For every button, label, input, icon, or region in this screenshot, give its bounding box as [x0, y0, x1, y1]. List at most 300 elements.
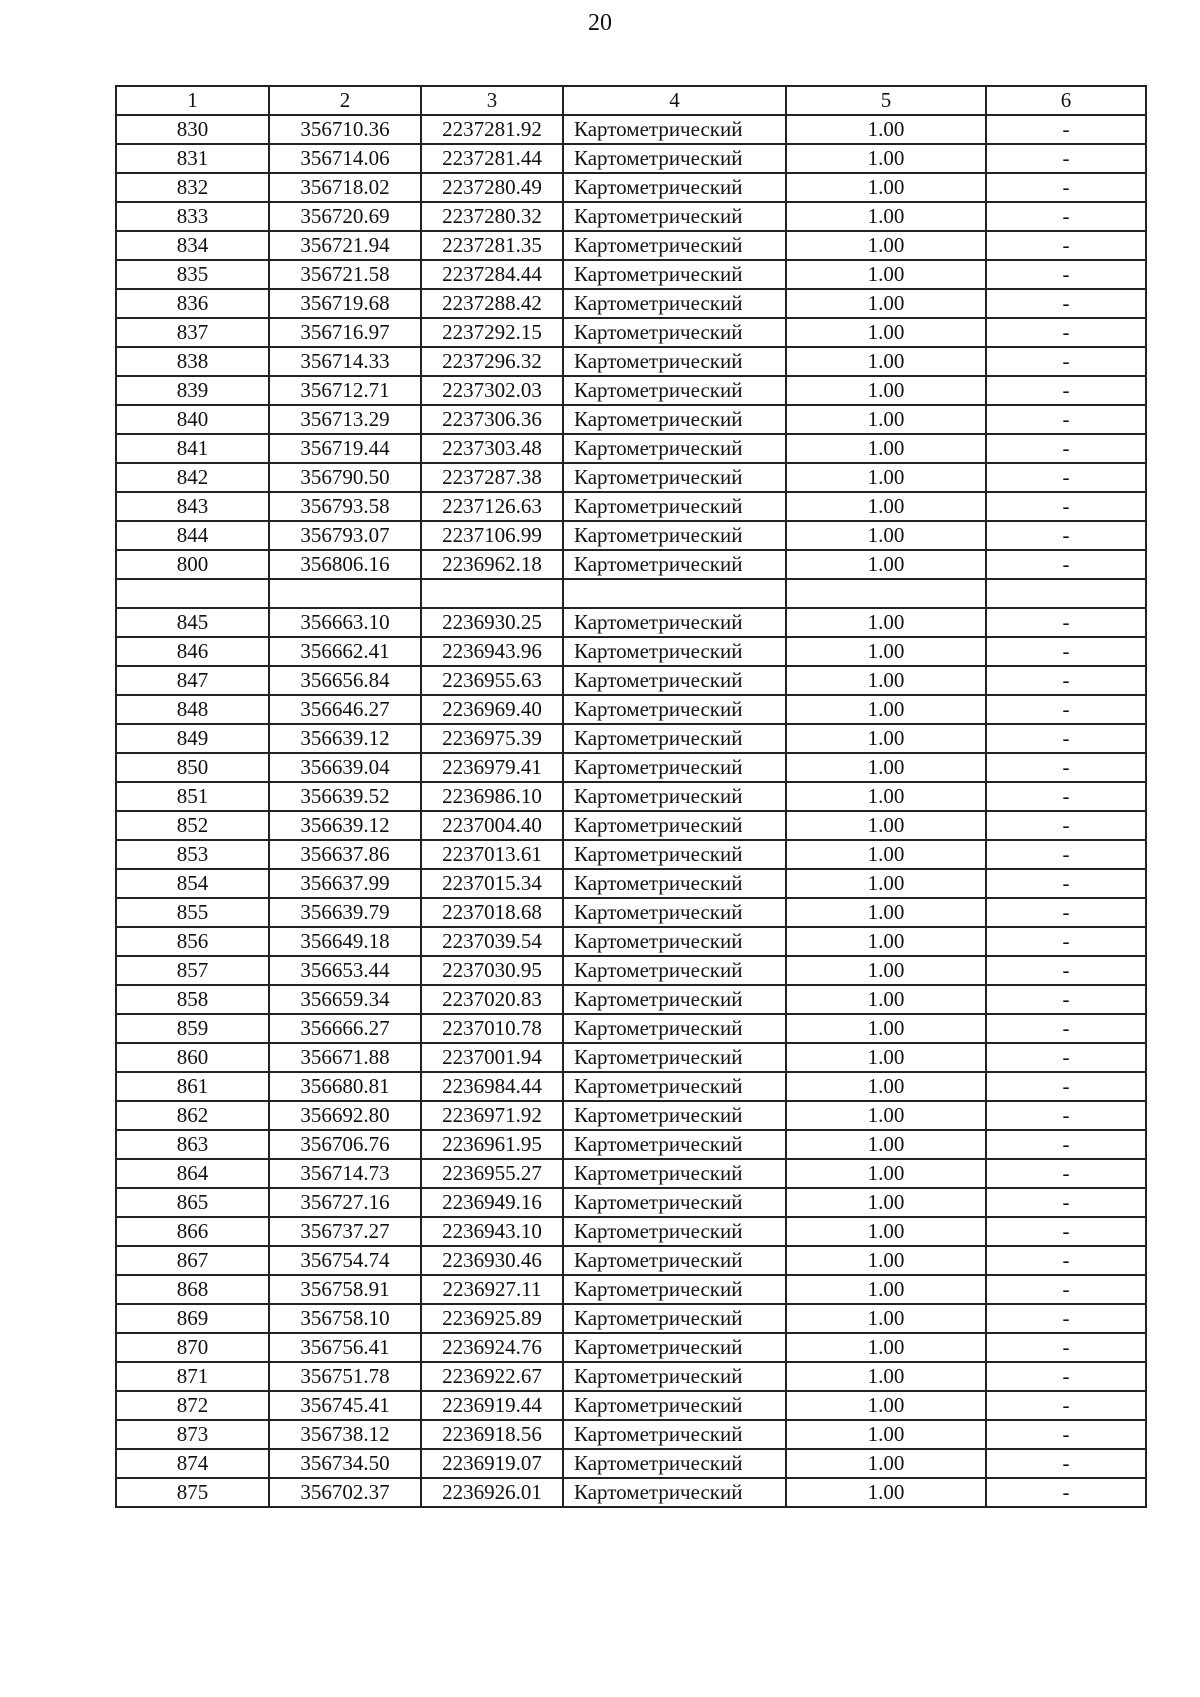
note-cell: -	[986, 1130, 1146, 1159]
y-coordinate-cell: 2236919.07	[421, 1449, 563, 1478]
table-row	[116, 1188, 1146, 1217]
table-row	[116, 1246, 1146, 1275]
table-row	[116, 840, 1146, 869]
note-cell: -	[986, 1188, 1146, 1217]
table-body	[116, 115, 1146, 1507]
note-cell: -	[986, 1217, 1146, 1246]
method-cell: Картометрический	[563, 1478, 786, 1507]
point-number-cell: 863	[116, 1130, 269, 1159]
accuracy-cell: 1.00	[786, 144, 986, 173]
table-row	[116, 463, 1146, 492]
table-row	[116, 782, 1146, 811]
note-cell: -	[986, 1014, 1146, 1043]
note-cell: -	[986, 1304, 1146, 1333]
x-coordinate-cell: 356662.41	[269, 637, 421, 666]
table-row	[116, 1362, 1146, 1391]
point-number-cell: 874	[116, 1449, 269, 1478]
point-number-cell: 832	[116, 173, 269, 202]
x-coordinate-cell: 356706.76	[269, 1130, 421, 1159]
point-number-cell: 842	[116, 463, 269, 492]
y-coordinate-cell: 2236922.67	[421, 1362, 563, 1391]
note-cell: -	[986, 753, 1146, 782]
point-number-cell: 834	[116, 231, 269, 260]
table-header-row	[116, 86, 1146, 115]
table-row	[116, 1130, 1146, 1159]
note-cell: -	[986, 231, 1146, 260]
point-number-cell: 847	[116, 666, 269, 695]
point-number-cell: 871	[116, 1362, 269, 1391]
note-cell: -	[986, 1391, 1146, 1420]
method-cell: Картометрический	[563, 1275, 786, 1304]
point-number-cell: 848	[116, 695, 269, 724]
method-cell: Картометрический	[563, 666, 786, 695]
method-cell: Картометрический	[563, 463, 786, 492]
x-coordinate-cell: 356716.97	[269, 318, 421, 347]
y-coordinate-cell: 2236943.96	[421, 637, 563, 666]
x-coordinate-cell: 356639.79	[269, 898, 421, 927]
table-row	[116, 579, 1146, 608]
method-cell: Картометрический	[563, 376, 786, 405]
x-coordinate-cell: 356751.78	[269, 1362, 421, 1391]
y-coordinate-cell: 2236979.41	[421, 753, 563, 782]
note-cell: -	[986, 1043, 1146, 1072]
x-coordinate-cell: 356719.68	[269, 289, 421, 318]
method-cell: Картометрический	[563, 695, 786, 724]
y-coordinate-cell: 2237296.32	[421, 347, 563, 376]
note-cell: -	[986, 260, 1146, 289]
method-cell: Картометрический	[563, 898, 786, 927]
x-coordinate-cell: 356637.86	[269, 840, 421, 869]
table-row	[116, 144, 1146, 173]
point-number-cell: 867	[116, 1246, 269, 1275]
note-cell: -	[986, 1362, 1146, 1391]
accuracy-cell: 1.00	[786, 637, 986, 666]
x-coordinate-cell: 356756.41	[269, 1333, 421, 1362]
method-cell: Картометрический	[563, 1449, 786, 1478]
accuracy-cell: 1.00	[786, 260, 986, 289]
table-row	[116, 724, 1146, 753]
accuracy-cell: 1.00	[786, 811, 986, 840]
method-cell: Картометрический	[563, 521, 786, 550]
x-coordinate-cell: 356656.84	[269, 666, 421, 695]
y-coordinate-cell: 2236930.46	[421, 1246, 563, 1275]
point-number-cell: 872	[116, 1391, 269, 1420]
point-number-cell: 830	[116, 115, 269, 144]
method-cell: Картометрический	[563, 1130, 786, 1159]
method-cell: Картометрический	[563, 985, 786, 1014]
note-cell: -	[986, 724, 1146, 753]
method-cell: Картометрический	[563, 608, 786, 637]
accuracy-cell: 1.00	[786, 608, 986, 637]
note-cell: -	[986, 666, 1146, 695]
method-cell: Картометрический	[563, 1101, 786, 1130]
x-coordinate-cell: 356734.50	[269, 1449, 421, 1478]
accuracy-cell: 1.00	[786, 927, 986, 956]
note-cell: -	[986, 434, 1146, 463]
accuracy-cell: 1.00	[786, 724, 986, 753]
table-row	[116, 1449, 1146, 1478]
x-coordinate-cell: 356671.88	[269, 1043, 421, 1072]
note-cell: -	[986, 898, 1146, 927]
accuracy-cell: 1.00	[786, 202, 986, 231]
x-coordinate-cell: 356793.58	[269, 492, 421, 521]
note-cell: -	[986, 782, 1146, 811]
method-cell: Картометрический	[563, 1043, 786, 1072]
accuracy-cell: 1.00	[786, 869, 986, 898]
method-cell: Картометрический	[563, 1188, 786, 1217]
accuracy-cell: 1.00	[786, 898, 986, 927]
y-coordinate-cell: 2237281.35	[421, 231, 563, 260]
note-cell: -	[986, 550, 1146, 579]
point-number-cell: 857	[116, 956, 269, 985]
point-number-cell: 868	[116, 1275, 269, 1304]
note-cell: -	[986, 463, 1146, 492]
y-coordinate-cell: 2237288.42	[421, 289, 563, 318]
x-coordinate-cell: 356680.81	[269, 1072, 421, 1101]
table-row	[116, 753, 1146, 782]
method-cell: Картометрический	[563, 637, 786, 666]
accuracy-cell: 1.00	[786, 289, 986, 318]
accuracy-cell: 1.00	[786, 840, 986, 869]
table-row	[116, 173, 1146, 202]
point-number-cell: 839	[116, 376, 269, 405]
point-number-cell: 864	[116, 1159, 269, 1188]
point-number-cell: 852	[116, 811, 269, 840]
table-row	[116, 1043, 1146, 1072]
x-coordinate-cell: 356790.50	[269, 463, 421, 492]
method-cell: Картометрический	[563, 956, 786, 985]
note-cell: -	[986, 927, 1146, 956]
accuracy-cell: 1.00	[786, 1391, 986, 1420]
method-cell: Картометрический	[563, 782, 786, 811]
point-number-cell: 835	[116, 260, 269, 289]
y-coordinate-cell: 2237280.49	[421, 173, 563, 202]
accuracy-cell: 1.00	[786, 1333, 986, 1362]
method-cell: Картометрический	[563, 492, 786, 521]
y-coordinate-cell: 2236975.39	[421, 724, 563, 753]
x-coordinate-cell: 356712.71	[269, 376, 421, 405]
method-cell: Картометрический	[563, 869, 786, 898]
point-number-cell: 865	[116, 1188, 269, 1217]
accuracy-cell: 1.00	[786, 1362, 986, 1391]
point-number-cell: 846	[116, 637, 269, 666]
y-coordinate-cell: 2236926.01	[421, 1478, 563, 1507]
accuracy-cell: 1.00	[786, 782, 986, 811]
table-row	[116, 666, 1146, 695]
method-cell: Картометрический	[563, 318, 786, 347]
note-cell: -	[986, 1101, 1146, 1130]
note-cell: -	[986, 956, 1146, 985]
x-coordinate-cell: 356793.07	[269, 521, 421, 550]
accuracy-cell: 1.00	[786, 231, 986, 260]
note-cell: -	[986, 637, 1146, 666]
header-cell-1: 1	[116, 86, 269, 115]
y-coordinate-cell: 2237018.68	[421, 898, 563, 927]
point-number-cell: 849	[116, 724, 269, 753]
method-cell: Картометрический	[563, 1217, 786, 1246]
header-cell-2: 2	[269, 86, 421, 115]
table-row	[116, 260, 1146, 289]
x-coordinate-cell: 356758.10	[269, 1304, 421, 1333]
y-coordinate-cell: 2236927.11	[421, 1275, 563, 1304]
x-coordinate-cell: 356659.34	[269, 985, 421, 1014]
y-coordinate-cell: 2237284.44	[421, 260, 563, 289]
y-coordinate-cell: 2236955.27	[421, 1159, 563, 1188]
accuracy-cell: 1.00	[786, 550, 986, 579]
y-coordinate-cell: 2236925.89	[421, 1304, 563, 1333]
y-coordinate-cell: 2237004.40	[421, 811, 563, 840]
point-number-cell: 854	[116, 869, 269, 898]
accuracy-cell: 1.00	[786, 1014, 986, 1043]
accuracy-cell: 1.00	[786, 666, 986, 695]
y-coordinate-cell: 2236918.56	[421, 1420, 563, 1449]
method-cell: Картометрический	[563, 231, 786, 260]
point-number-cell: 844	[116, 521, 269, 550]
x-coordinate-cell: 356806.16	[269, 550, 421, 579]
point-number-cell: 869	[116, 1304, 269, 1333]
note-cell: -	[986, 840, 1146, 869]
accuracy-cell: 1.00	[786, 1130, 986, 1159]
y-coordinate-cell: 2236919.44	[421, 1391, 563, 1420]
table-row	[116, 608, 1146, 637]
y-coordinate-cell: 2236962.18	[421, 550, 563, 579]
point-number-cell: 845	[116, 608, 269, 637]
note-cell: -	[986, 173, 1146, 202]
x-coordinate-cell: 356745.41	[269, 1391, 421, 1420]
y-coordinate-cell: 2237030.95	[421, 956, 563, 985]
note-cell	[986, 579, 1146, 608]
y-coordinate-cell: 2236969.40	[421, 695, 563, 724]
table-row	[116, 1014, 1146, 1043]
x-coordinate-cell: 356719.44	[269, 434, 421, 463]
table-row	[116, 637, 1146, 666]
point-number-cell: 859	[116, 1014, 269, 1043]
accuracy-cell: 1.00	[786, 1188, 986, 1217]
table-row	[116, 1478, 1146, 1507]
y-coordinate-cell: 2237306.36	[421, 405, 563, 434]
accuracy-cell: 1.00	[786, 1101, 986, 1130]
method-cell: Картометрический	[563, 115, 786, 144]
point-number-cell: 850	[116, 753, 269, 782]
table-row	[116, 347, 1146, 376]
y-coordinate-cell: 2237292.15	[421, 318, 563, 347]
point-number-cell: 875	[116, 1478, 269, 1507]
y-coordinate-cell: 2237001.94	[421, 1043, 563, 1072]
accuracy-cell: 1.00	[786, 173, 986, 202]
note-cell: -	[986, 1420, 1146, 1449]
table-row	[116, 231, 1146, 260]
point-number-cell: 861	[116, 1072, 269, 1101]
table-row	[116, 1420, 1146, 1449]
y-coordinate-cell: 2237039.54	[421, 927, 563, 956]
y-coordinate-cell: 2236986.10	[421, 782, 563, 811]
accuracy-cell: 1.00	[786, 347, 986, 376]
table-row	[116, 1304, 1146, 1333]
point-number-cell: 855	[116, 898, 269, 927]
y-coordinate-cell: 2237302.03	[421, 376, 563, 405]
y-coordinate-cell: 2237015.34	[421, 869, 563, 898]
x-coordinate-cell: 356702.37	[269, 1478, 421, 1507]
table-row	[116, 1217, 1146, 1246]
point-number-cell: 853	[116, 840, 269, 869]
method-cell: Картометрический	[563, 202, 786, 231]
method-cell: Картометрический	[563, 1362, 786, 1391]
table-row	[116, 1391, 1146, 1420]
accuracy-cell: 1.00	[786, 463, 986, 492]
method-cell: Картометрический	[563, 1391, 786, 1420]
accuracy-cell: 1.00	[786, 1304, 986, 1333]
point-number-cell: 831	[116, 144, 269, 173]
header-cell-5: 5	[786, 86, 986, 115]
x-coordinate-cell: 356666.27	[269, 1014, 421, 1043]
table-row	[116, 492, 1146, 521]
x-coordinate-cell: 356646.27	[269, 695, 421, 724]
accuracy-cell: 1.00	[786, 956, 986, 985]
point-number-cell: 851	[116, 782, 269, 811]
method-cell: Картометрический	[563, 173, 786, 202]
y-coordinate-cell: 2237281.44	[421, 144, 563, 173]
note-cell: -	[986, 1333, 1146, 1362]
note-cell: -	[986, 1246, 1146, 1275]
method-cell: Картометрический	[563, 927, 786, 956]
y-coordinate-cell	[421, 579, 563, 608]
y-coordinate-cell: 2237280.32	[421, 202, 563, 231]
table-row	[116, 289, 1146, 318]
method-cell	[563, 579, 786, 608]
page-number: 20	[588, 10, 612, 36]
point-number-cell: 873	[116, 1420, 269, 1449]
x-coordinate-cell: 356639.12	[269, 811, 421, 840]
accuracy-cell: 1.00	[786, 1246, 986, 1275]
accuracy-cell: 1.00	[786, 492, 986, 521]
method-cell: Картометрический	[563, 1420, 786, 1449]
table-row	[116, 1275, 1146, 1304]
x-coordinate-cell: 356649.18	[269, 927, 421, 956]
point-number-cell: 800	[116, 550, 269, 579]
y-coordinate-cell: 2237013.61	[421, 840, 563, 869]
accuracy-cell: 1.00	[786, 521, 986, 550]
y-coordinate-cell: 2236961.95	[421, 1130, 563, 1159]
method-cell: Картометрический	[563, 840, 786, 869]
note-cell: -	[986, 492, 1146, 521]
table-row	[116, 1072, 1146, 1101]
note-cell: -	[986, 115, 1146, 144]
note-cell: -	[986, 1072, 1146, 1101]
point-number-cell: 870	[116, 1333, 269, 1362]
point-number-cell: 840	[116, 405, 269, 434]
table-row	[116, 405, 1146, 434]
note-cell: -	[986, 289, 1146, 318]
y-coordinate-cell: 2236930.25	[421, 608, 563, 637]
point-number-cell: 843	[116, 492, 269, 521]
x-coordinate-cell: 356718.02	[269, 173, 421, 202]
table-row	[116, 927, 1146, 956]
y-coordinate-cell: 2237287.38	[421, 463, 563, 492]
method-cell: Картометрический	[563, 434, 786, 463]
accuracy-cell: 1.00	[786, 1449, 986, 1478]
y-coordinate-cell: 2237010.78	[421, 1014, 563, 1043]
accuracy-cell: 1.00	[786, 985, 986, 1014]
x-coordinate-cell: 356720.69	[269, 202, 421, 231]
point-number-cell: 862	[116, 1101, 269, 1130]
accuracy-cell: 1.00	[786, 1072, 986, 1101]
note-cell: -	[986, 318, 1146, 347]
point-number-cell: 833	[116, 202, 269, 231]
x-coordinate-cell: 356639.52	[269, 782, 421, 811]
point-number-cell: 866	[116, 1217, 269, 1246]
x-coordinate-cell: 356737.27	[269, 1217, 421, 1246]
note-cell: -	[986, 1159, 1146, 1188]
x-coordinate-cell: 356637.99	[269, 869, 421, 898]
accuracy-cell	[786, 579, 986, 608]
point-number-cell: 860	[116, 1043, 269, 1072]
header-cell-4: 4	[563, 86, 786, 115]
header-cell-3: 3	[421, 86, 563, 115]
accuracy-cell: 1.00	[786, 115, 986, 144]
y-coordinate-cell: 2236949.16	[421, 1188, 563, 1217]
method-cell: Картометрический	[563, 347, 786, 376]
x-coordinate-cell: 356738.12	[269, 1420, 421, 1449]
point-number-cell: 837	[116, 318, 269, 347]
x-coordinate-cell: 356714.33	[269, 347, 421, 376]
method-cell: Картометрический	[563, 405, 786, 434]
note-cell: -	[986, 144, 1146, 173]
accuracy-cell: 1.00	[786, 318, 986, 347]
note-cell: -	[986, 202, 1146, 231]
x-coordinate-cell: 356721.94	[269, 231, 421, 260]
method-cell: Картометрический	[563, 1304, 786, 1333]
x-coordinate-cell	[269, 579, 421, 608]
x-coordinate-cell: 356727.16	[269, 1188, 421, 1217]
x-coordinate-cell: 356639.04	[269, 753, 421, 782]
note-cell: -	[986, 1449, 1146, 1478]
accuracy-cell: 1.00	[786, 1043, 986, 1072]
coordinates-table	[115, 85, 1147, 1508]
note-cell: -	[986, 347, 1146, 376]
y-coordinate-cell: 2236943.10	[421, 1217, 563, 1246]
note-cell: -	[986, 521, 1146, 550]
y-coordinate-cell: 2236971.92	[421, 1101, 563, 1130]
accuracy-cell: 1.00	[786, 1420, 986, 1449]
x-coordinate-cell: 356758.91	[269, 1275, 421, 1304]
table-row	[116, 1159, 1146, 1188]
table-row	[116, 956, 1146, 985]
method-cell: Картометрический	[563, 289, 786, 318]
table-row	[116, 985, 1146, 1014]
accuracy-cell: 1.00	[786, 1159, 986, 1188]
table-row	[116, 521, 1146, 550]
x-coordinate-cell: 356714.06	[269, 144, 421, 173]
point-number-cell: 858	[116, 985, 269, 1014]
accuracy-cell: 1.00	[786, 753, 986, 782]
table-row	[116, 115, 1146, 144]
x-coordinate-cell: 356710.36	[269, 115, 421, 144]
x-coordinate-cell: 356721.58	[269, 260, 421, 289]
table-row	[116, 1333, 1146, 1362]
x-coordinate-cell: 356692.80	[269, 1101, 421, 1130]
x-coordinate-cell: 356754.74	[269, 1246, 421, 1275]
note-cell: -	[986, 1478, 1146, 1507]
note-cell: -	[986, 608, 1146, 637]
note-cell: -	[986, 1275, 1146, 1304]
table-row	[116, 434, 1146, 463]
note-cell: -	[986, 376, 1146, 405]
accuracy-cell: 1.00	[786, 376, 986, 405]
point-number-cell: 838	[116, 347, 269, 376]
table-row	[116, 318, 1146, 347]
method-cell: Картометрический	[563, 1333, 786, 1362]
table-row	[116, 869, 1146, 898]
